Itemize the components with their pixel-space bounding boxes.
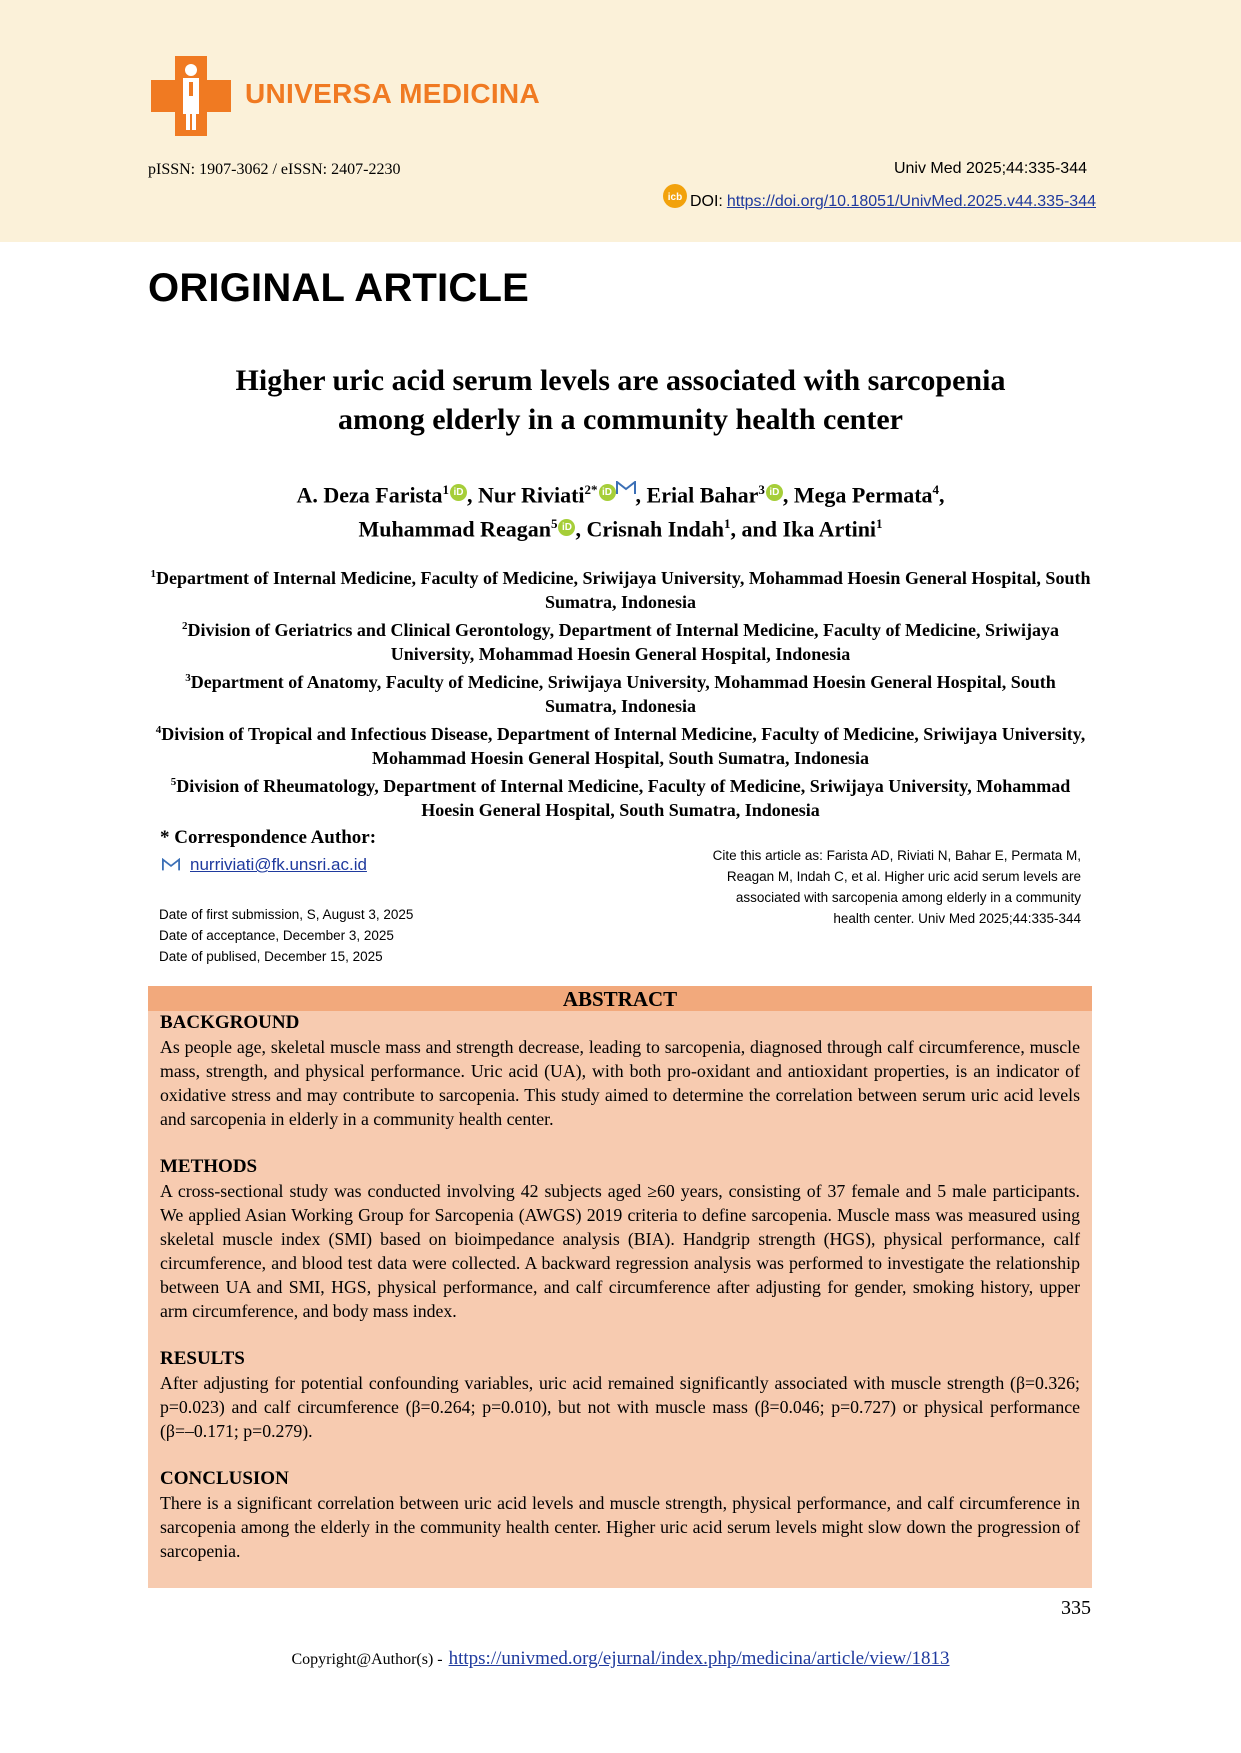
affiliation-item xyxy=(148,718,1093,770)
author-affiliation-sup: 1 xyxy=(442,482,449,497)
correspondence-email-row xyxy=(162,855,367,875)
author-affiliation-sup: 4 xyxy=(932,482,940,497)
mail-icon[interactable] xyxy=(616,481,636,495)
cite-this-article xyxy=(661,845,1081,929)
citation-short: Univ Med 2025;44:335-344 xyxy=(893,160,1087,177)
affiliation-text: Department of Anatomy, Faculty of Medicine, Sriwijaya University, Mohammad Hoesin General Hospital, South Sumatra, Indonesia xyxy=(190,672,1056,716)
crossref-icon-text: icb xyxy=(667,192,683,203)
author-name: Ika Artini xyxy=(782,516,877,542)
journal-name: UNIVERSA MEDICINA xyxy=(245,78,540,109)
article-title xyxy=(150,361,1091,439)
abstract-body xyxy=(148,1011,1092,1563)
cite-line: Cite this article as: Farista AD, Riviati N, Bahar E, Permata M, xyxy=(712,848,1081,863)
correspondence-title: * Correspondence Author: xyxy=(160,827,377,848)
page-number: 335 xyxy=(1061,1597,1091,1619)
affiliation-list xyxy=(148,562,1093,822)
doi-label: DOI: xyxy=(689,193,723,210)
orcid-icon[interactable]: iD xyxy=(599,484,616,501)
abstract-results-text: After adjusting for potential confounding variables, uric acid remained significantly associated with muscle strength (β=0.326; p=0.023) and calf circumference (β=0.264; p=0.010), but not with muscle mass (β=0.046; p=0.727) or physical performance (β=–0.171; p=0.279). xyxy=(160,1373,1080,1441)
author-affiliation-sup: 2* xyxy=(584,482,598,497)
author-line-1: A. Deza Farista$^1$ iD , Nur Riviati$^{2*}$ iD , Erial Bahar$^3$ iD , Mega Permata$^4$, xyxy=(296,482,945,508)
author-affiliation-sup: 1 xyxy=(724,516,731,532)
abstract-section-title: BACKGROUND xyxy=(160,1012,300,1033)
article-url-link[interactable]: https://univmed.org/ejurnal/index.php/medicina/article/view/1813 xyxy=(448,1648,950,1669)
author-name: A. Deza Farista xyxy=(296,482,443,508)
mail-icon xyxy=(162,858,180,872)
article-dates xyxy=(159,904,413,967)
cite-line: health center. Univ Med 2025;44:335-344 xyxy=(833,911,1081,926)
abstract-conclusion-text: There is a significant correlation between uric acid levels and muscle strength, physical performance, and calf circumference in sarcopenia among the elderly in the community health center. Higher uric acid serum levels might slow down the progression of sarcopenia. xyxy=(160,1493,1080,1561)
title-line-2: among elderly in a community health center xyxy=(338,403,903,436)
issn: pISSN: 1907-3062 / eISSN: 2407-2230 xyxy=(148,161,401,178)
author-name: Nur Riviati xyxy=(477,482,585,508)
affiliation-text: Division of Geriatrics and Clinical Gerontology, Department of Internal Medicine, Faculty of Medicine, Sriwijaya University, Mohammad Hoesin General Hospital, Indonesia xyxy=(187,620,1060,664)
affiliation-text: Division of Rheumatology, Department of Internal Medicine, Faculty of Medicine, Sriwijaya University, Mohammad Hoesin General Hospital, South Sumatra, Indonesia xyxy=(176,776,1071,820)
author-affiliation-sup: 5 xyxy=(550,516,558,532)
author-name: Erial Bahar xyxy=(646,482,759,508)
date-submission: Date of first submission, S, August 3, 2025 xyxy=(159,907,414,922)
affiliation-number: 5 xyxy=(170,776,177,788)
orcid-icon[interactable]: iD xyxy=(766,484,783,501)
affiliation-item xyxy=(148,614,1093,666)
date-acceptance: Date of acceptance, December 3, 2025 xyxy=(159,928,394,943)
article-type: ORIGINAL ARTICLE xyxy=(148,266,529,310)
date-published: Date of publised, December 15, 2025 xyxy=(159,949,383,964)
affiliation-number: 1 xyxy=(150,568,157,580)
crossref-icon xyxy=(662,183,688,209)
copyright-footer xyxy=(0,1648,1241,1670)
correspondence-email-link[interactable]: nurriviati@fk.unsri.ac.id xyxy=(190,855,367,874)
orcid-icon[interactable]: iD xyxy=(450,484,467,501)
doi-row xyxy=(662,189,1096,215)
author-line-2: Muhammad Reagan$^5$ iD , Crisnah Indah$^1$, and Ika Artini$^1$ xyxy=(358,516,883,542)
abstract-background-text: As people age, skeletal muscle mass and strength decrease, leading to sarcopenia, diagnosed through calf circumference, muscle mass, strength, and physical performance. Uric acid (UA), with both pro-oxidant and antioxidant properties, is an indicator of oxidative stress and may contribute to sarcopenia. This study aimed to determine the correlation between serum uric acid levels and sarcopenia in elderly in a community health center. xyxy=(160,1037,1080,1129)
affiliation-item xyxy=(148,770,1093,822)
cite-line: associated with sarcopenia among elderly in a community xyxy=(735,890,1081,905)
abstract-methods-text: A cross-sectional study was conducted involving 42 subjects aged ≥60 years, consisting of 37 female and 5 male participants. We applied Asian Working Group for Sarcopenia (AWGS) 2019 criteria to define sarcopenia. Muscle mass was measured using skeletal muscle index (SMI) based on bioimpedance analysis (BIA). Handgrip strength (HGS), physical performance, calf circumference, and blood test data were collected. A backward regression analysis was performed to investigate the relationship between UA and SMI, HGS, physical performance, and calf circumference after adjusting for gender, smoking history, upper arm circumference, and body mass index. xyxy=(160,1181,1080,1321)
orcid-icon[interactable]: iD xyxy=(558,519,575,536)
author-list xyxy=(150,475,1091,544)
doi-link[interactable]: https://doi.org/10.18051/UnivMed.2025.v44.335-344 xyxy=(726,193,1096,210)
abstract-heading: ABSTRACT xyxy=(148,986,1092,1011)
abstract-box xyxy=(148,986,1092,1588)
author-affiliation-sup: 1 xyxy=(876,516,883,532)
copyright-text: Copyright@Author(s) - xyxy=(291,1651,443,1668)
abstract-section-title: RESULTS xyxy=(160,1348,245,1369)
author-affiliation-sup: 3 xyxy=(758,482,765,497)
affiliation-item xyxy=(148,562,1093,614)
affiliation-number: 2 xyxy=(181,620,188,632)
affiliation-number: 4 xyxy=(155,724,162,736)
affiliation-item xyxy=(148,666,1093,718)
affiliation-text: Department of Internal Medicine, Faculty of Medicine, Sriwijaya University, Mohammad Hoesin General Hospital, South Sumatra, Indonesia xyxy=(156,568,1091,612)
affiliation-number: 3 xyxy=(185,672,191,684)
author-name: Crisnah Indah xyxy=(586,516,725,542)
author-name: Mega Permata xyxy=(793,482,933,508)
cite-line: Reagan M, Indah C, et al. Higher uric acid serum levels are xyxy=(726,869,1081,884)
abstract-section-title: CONCLUSION xyxy=(160,1468,289,1489)
author-name: Muhammad Reagan xyxy=(358,516,551,542)
abstract-section-title: METHODS xyxy=(160,1156,258,1177)
title-line-1: Higher uric acid serum levels are associated with sarcopenia xyxy=(235,364,1006,397)
journal-logo-icon xyxy=(151,56,231,136)
affiliation-text: Division of Tropical and Infectious Disease, Department of Internal Medicine, Faculty of Medicine, Sriwijaya University, Mohammad Hoesin General Hospital, South Sumatra, Indonesia xyxy=(161,724,1086,768)
